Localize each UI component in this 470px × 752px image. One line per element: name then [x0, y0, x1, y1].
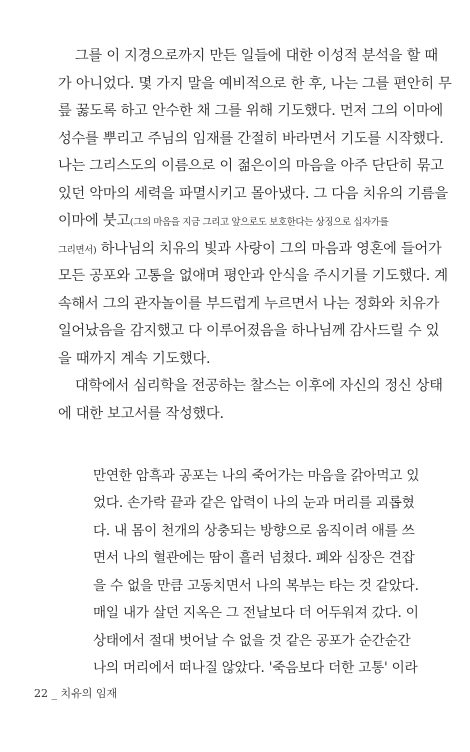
body-line: 릎 꿇도록 하고 안수한 채 그를 위해 기도했다. 먼저 그의 이마에 — [58, 103, 444, 119]
quote-line: 면서 나의 혈관에는 땀이 흘러 넘쳤다. 폐와 심장은 견잡 — [93, 550, 415, 566]
body-line: 그를 이 지경으로까지 만든 일들에 대한 이성적 분석을 할 때 — [75, 48, 438, 64]
page-footer — [34, 687, 117, 701]
body-line: 속해서 그의 관자놀이를 부드럽게 누르면서 나는 정화와 치유가 — [58, 296, 440, 312]
page-number: 22 — [34, 687, 48, 700]
body-line: 모든 공포와 고통을 없애며 평안과 안식을 주시기를 기도했다. 계 — [58, 268, 448, 284]
quote-line: 상태에서 절대 벗어날 수 없을 것 같은 공포가 순간순간 — [93, 633, 411, 649]
quote-line: 다. 내 몸이 천개의 상충되는 방향으로 움직이려 애를 쓰 — [93, 523, 415, 539]
body-line: 대학에서 심리학을 전공하는 찰스는 이후에 자신의 정신 상태 — [75, 378, 443, 394]
body-line: 나는 그리스도의 이름으로 이 젊은이의 마음을 아주 단단히 묶고 — [58, 158, 444, 174]
body-line: 가 아니었다. 몇 가지 말을 예비적으로 한 후, 나는 그를 편안히 무 — [58, 76, 452, 92]
quote-line: 었다. 손가락 끝과 같은 압력이 나의 눈과 머리를 괴롭혔 — [93, 495, 415, 511]
footer-separator: _ — [51, 687, 57, 700]
body-line: 을 때까지 계속 기도했다. — [58, 351, 211, 367]
quote-line: 매일 내가 살던 지옥은 그 전날보다 더 어두워져 갔다. 이 — [93, 605, 419, 621]
body-line: 성수를 뿌리고 주님의 임재를 간절히 바라면서 기도를 시작했다. — [58, 131, 444, 147]
parenthetical-note: (그의 마음을 지금 그리고 앞으로도 보호한다는 상징으로 십자가를 — [129, 217, 389, 228]
body-text: 이마에 붓고 — [58, 213, 130, 229]
quote-line: 만연한 암흑과 공포는 나의 죽어가는 마음을 갉아먹고 있 — [93, 468, 420, 484]
running-title: 치유의 임재 — [60, 687, 118, 700]
body-line-mixed — [58, 239, 442, 261]
body-line-mixed — [58, 211, 428, 233]
body-line: 에 대한 보고서를 작성했다. — [58, 406, 224, 422]
body-line: 있던 악마의 세력을 파멸시키고 몰아냈다. 그 다음 치유의 기름을 — [58, 186, 448, 202]
quote-line: 나의 머리에서 떠나질 않았다. '죽음보다 더한 고통' 이라 — [93, 660, 418, 676]
body-line: 일어났음을 감지했고 다 이루어졌음을 하나님께 감사드릴 수 있 — [58, 323, 440, 339]
quote-line: 을 수 없을 만큼 고동치면서 나의 복부는 타는 것 같았다. — [93, 578, 419, 594]
parenthetical-note: 그리면서) — [58, 245, 97, 256]
body-text: 하나님의 치유의 빛과 사랑이 그의 마음과 영혼에 들어가 — [96, 241, 442, 257]
